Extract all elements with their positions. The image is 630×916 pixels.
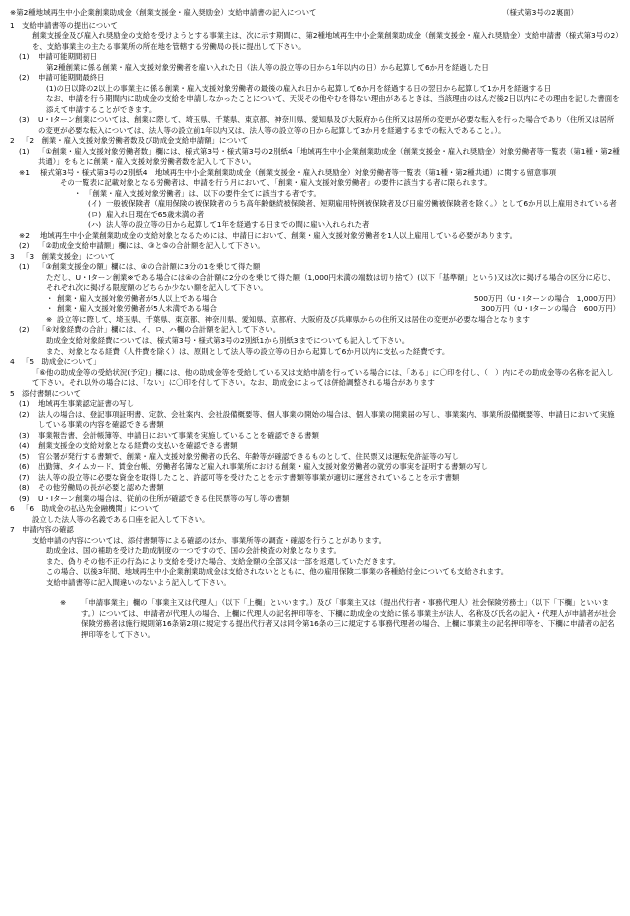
- note-text: 様式第3号・様式第3号の2別紙4 地域再生中小企業創業助成金（創業支援金・雇入れ奨励金）対象労働者等一覧表（第1種・第2種共通）に関する留意事項: [40, 167, 557, 177]
- item-marker: (1): [19, 52, 30, 62]
- paragraph: [46, 578, 620, 589]
- list-item: [19, 262, 620, 273]
- section-number: 1: [10, 20, 15, 30]
- item-text: 「①創業・雇入支援対象労働者数」欄には、様式第3号・様式第3号の2別紙4「地域再生中小企業創業助成金（創業支援金・雇入れ奨励金）対象労働者等一覧表（第1種・第2種共通）」をもとに創業・雇入支援対象労働者数を記入して下さい。: [38, 146, 620, 167]
- item-text: 申請可能期間最終日: [38, 73, 105, 83]
- item-text: 「③創業支援金の額」欄には、④の合計額に3分の1を乗じて得た額: [38, 262, 261, 272]
- section-heading: [10, 525, 620, 536]
- section-heading: [10, 504, 620, 515]
- amount-value: 300万円（U・Iターンの場合 600万円）: [480, 304, 620, 314]
- bullet-marker: ・: [74, 188, 82, 198]
- list-item: [19, 494, 620, 505]
- item-text: 創業支援金の支給対象となる経費の支払いを確認できる書類: [38, 441, 238, 451]
- sub-paragraph: [46, 273, 620, 294]
- list-item: [19, 115, 620, 136]
- item-text: 事業報告書、会計帳簿等、申請日において事業を実施していることを確認できる書類: [38, 430, 319, 440]
- section-heading: [10, 252, 620, 263]
- sub-paragraph-text: なお、申請を行う期間内に助成金の支給を申請しなかったことについて、天災その他やむを得ない理由があるときは、当該理由のはんだ後2日以内にその理由を記した書面を添えて申請することができます。: [46, 94, 620, 114]
- sub-paragraph: [46, 63, 620, 74]
- list-item: [19, 325, 620, 336]
- sub-paragraph-text: ただし、U・Iターン創業※である場合には④の合計額に2分のを乗じて得た額（1,000円未満の端数は切り捨て）(以下「基準額」という)又は次に掲げる場合の区分に応じ、それぞれ次に掲げる限度額のどちらか少ない額を記入して下さい。: [46, 272, 616, 293]
- sub-paragraph-text: その一覧表に記載対象となる労働者は、申請を行う月において、「創業・雇入支援対象労働者」の要件に該当する者に限られます。: [60, 178, 492, 188]
- list-item: [19, 441, 620, 452]
- list-item: [19, 431, 620, 442]
- item-text: 地域再生事業認定証書の写し: [38, 399, 135, 409]
- item-text: 「④対象経費の合計」欄には、イ、ロ、ハ欄の合計額を記入して下さい。: [38, 325, 281, 335]
- item-text: U・Iターン創業の場合は、従前の住所が確認できる住民票等の写し等の書類: [38, 493, 290, 503]
- section-number: 5: [10, 388, 15, 398]
- item-marker: (6): [19, 462, 30, 472]
- paragraph-text: 助成金は、国の補助を受けた助成制度の一つですので、国の会計検査の対象となります。: [46, 546, 341, 556]
- section-title: 申請内容の確認: [22, 525, 74, 535]
- paragraph-text: 創業支援金及び雇入れ奨励金の支給を受けようとする事業主は、次に示す期間に、第2種地域再生中小企業創業助成金（創業支援金・雇入れ奨励金）支給申請書（様式第3号の2）を、支給事業主の主たる事業所の所在地を管轄する労働局の長に提出して下さい。: [32, 31, 619, 51]
- paragraph-text: 「⑥他の助成金等の受給状況(予定)」欄には、他の助成金等を受給している又は支給申請を行っている場合には、「ある」に〇印を付し、（ ）内にその助成金等の名称を記入して下さい。それ以外の場合には、「ない」に〇印を付して下さい。なお、助成金によっては併給調整される場合があります: [32, 367, 614, 388]
- item-marker: (2): [19, 409, 30, 419]
- bullet-marker: ・: [46, 293, 54, 303]
- sub-paragraph-text: 第2種創業に係る創業・雇入支援対象労働者を雇い入れた日（法人等の設立等の日から1年以内の日）から起算して6か月を経過した日: [46, 62, 489, 72]
- item-marker: (4): [19, 441, 30, 451]
- item-marker: (1): [19, 146, 30, 156]
- bullet-item: [88, 210, 620, 221]
- note-marker: ※: [46, 314, 53, 324]
- item-marker: (8): [19, 483, 30, 493]
- item-marker: (2): [19, 241, 30, 251]
- bullet-text: 創業・雇入支援対象労働者が5人以上である場合: [57, 293, 217, 303]
- note-text: 設立等に際して、埼玉県、千葉県、東京都、神奈川県、愛知県、京都府、大阪府及び兵庫県からの住所又は居住の変更が必要な場合となります: [57, 314, 530, 324]
- section-number: 4: [10, 357, 15, 367]
- bullet-text: 「創業・雇入支援対象労働者」は、以下の要件全てに該当する者です。: [85, 188, 321, 198]
- sub-paragraph-text: (1)の日以降の2以上の事業主に係る創業・雇入支援対象労働者の最後の雇入れ日から起算して6か月を経過する日の翌日から起算して1か月を経過する日: [46, 83, 551, 93]
- list-item: [19, 473, 620, 484]
- list-item: [19, 241, 620, 252]
- paragraph-text: この場合、以後3年間、地域再生中小企業創業助成金は支給されないとともに、他の雇用保険二事業の各種給付金についても支給されます。: [46, 567, 509, 577]
- note-text: 地域再生中小企業創業助成金の支給対象となるためには、申請日において、創業・雇入支援対象労働者を1人以上雇用している必要があります。: [40, 230, 517, 240]
- paragraph: [46, 567, 620, 578]
- item-text: その他労働局の長が必要と認めた書類: [38, 483, 164, 493]
- bullet-marker: (イ): [88, 199, 102, 209]
- bullet-item: [88, 199, 620, 210]
- sub-paragraph-text: 助成金支給対象経費については、様式第3号・様式第3号の2別紙1から別紙3までについても記入して下さい。: [46, 335, 410, 345]
- list-item: [19, 73, 620, 84]
- section-title: 「5 助成金について」: [22, 357, 101, 367]
- section-heading: [10, 136, 620, 147]
- section-heading: [10, 389, 620, 400]
- list-item: [19, 52, 620, 63]
- form-reference: （様式第3号の2裏面）: [502, 8, 578, 17]
- item-marker: (3): [19, 115, 30, 125]
- paragraph: [32, 515, 620, 526]
- paragraph: [46, 546, 620, 557]
- note-marker: ※: [60, 598, 67, 608]
- item-text: 申請可能期間初日: [38, 52, 98, 62]
- section-heading: [10, 357, 620, 368]
- item-marker: (3): [19, 430, 30, 440]
- bullet-text: 一般被保険者（雇用保険の被保険者のうち高年齢継続被保険者、短期雇用特例被保険者及び日雇労働被保険者を除く。）として6か月以上雇用されている者: [106, 199, 617, 209]
- note-marker: ※2: [19, 230, 30, 240]
- list-item: [19, 452, 620, 463]
- item-marker: (1): [19, 399, 30, 409]
- list-item: [19, 399, 620, 410]
- paragraph: [32, 368, 620, 389]
- list-item: [19, 483, 620, 494]
- bullet-marker: (ハ): [88, 220, 102, 230]
- sub-paragraph: [46, 336, 620, 347]
- note-item: [19, 168, 620, 179]
- bullet-item: [46, 304, 620, 315]
- section-number: 7: [10, 525, 15, 535]
- item-marker: (2): [19, 73, 30, 83]
- note-marker: ※1: [19, 167, 30, 177]
- note-item: [19, 231, 620, 242]
- amount-value: 500万円（U・Iターンの場合 1,000万円）: [473, 293, 620, 303]
- section-number: 6: [10, 504, 15, 514]
- bullet-marker: (ロ): [88, 209, 102, 219]
- section-number: 2: [10, 136, 15, 146]
- bullet-item: [88, 220, 620, 231]
- item-text: U・Iターン創業については、創業に際して、埼玉県、千葉県、東京都、神奈川県、愛知県及び大阪府から住所又は居所の変更が必要な転入を行った場合であり（住所又は居所の変更が必要な転入については、法人等の設立前1年以内又は、法人等の設立等の日から起算して3か月を経過するまでの転入であること。）。: [38, 115, 615, 135]
- paragraph: [32, 31, 620, 52]
- paragraph: [46, 557, 620, 568]
- section-title: 「2 創業・雇入支援対象労働者数及び助成金支給申請額」について: [22, 136, 249, 146]
- item-marker: (1): [19, 262, 30, 272]
- bullet-marker: ・: [46, 304, 54, 314]
- sub-paragraph: [46, 347, 620, 358]
- section-title: 支給申請書等の提出について: [22, 20, 118, 30]
- bullet-item: [74, 189, 620, 200]
- note-text: 「申請事業主」欄の「事業主又は代理人」（以下「上欄」といいます。）及び「事業主又は（提出代行者・事務代理人）社会保険労務士」（以下「下欄」といいます。）については、申請者が代理人の場合、上欄に代理人の記名押印等を、下欄に助成金の支給に係る事業主が法人、名称及び氏名の記入・代理人が申請者が社会保険労務者は施行規則第16条第2項に規定する提出代行者又は同令第16条の三に規定する事務代理者の場合、上欄に事業主の記名押印等を、下欄に申請者の記名押印等をして下さい。: [81, 598, 617, 639]
- bullet-text: 創業・雇入支援対象労働者が5人未満である場合: [57, 304, 217, 314]
- item-marker: (2): [19, 325, 30, 335]
- item-marker: (5): [19, 451, 30, 461]
- section-heading: [10, 21, 620, 32]
- section-number: 3: [10, 251, 15, 261]
- paragraph-text: 設立した法人等の名義である口座を記入して下さい。: [32, 514, 210, 524]
- page-title: ※第2種地域再生中小企業創業助成金（創業支援金・雇入奨励金）支給申請書の記入について: [10, 8, 317, 17]
- item-marker: (9): [19, 493, 30, 503]
- sub-paragraph: [60, 178, 620, 189]
- sub-paragraph-text: また、対象となる経費（人件費を除く）は、原則として法人等の設立等の日から起算して6か月以内に支払った経費です。: [46, 346, 450, 356]
- note-item: [60, 598, 620, 640]
- item-marker: (7): [19, 472, 30, 482]
- list-item: [19, 410, 620, 431]
- paragraph-text: 支給申請の内容については、添付書類等による確認のほか、事業所等の調査・確認を行うことがあります。: [32, 535, 387, 545]
- list-item: [19, 147, 620, 168]
- item-text: 官公署が発行する書類で、創業・雇入支援対象労働者の氏名、年齢等が確認できるものとして、住民票又は運転免許証等の写し: [38, 451, 459, 461]
- item-text: 出勤簿、タイムカード、賃金台帳、労働者名簿など雇入れ事業所における創業・雇入支援対象労働者の就労の事実を証明する書類の写し: [38, 462, 489, 472]
- section-title: 添付書類について: [22, 388, 81, 398]
- sub-paragraph: [46, 94, 620, 115]
- paragraph-text: 支給申請書等に記入間違いのないよう記入して下さい。: [46, 577, 231, 587]
- list-item: [19, 462, 620, 473]
- note-item: [46, 315, 620, 326]
- sub-paragraph: [46, 84, 620, 95]
- bullet-text: 法人等の設立等の日から起算して1年を経過する日までの間に雇い入れられた者: [106, 220, 370, 230]
- section-title: 「6 助成金の払込先金融機関」について: [22, 504, 160, 514]
- item-text: 法人の場合は、登記事項証明書、定款、会社案内、会社設備概要等、個人事業の開始の場合は、個人事業の開業届の写し、事業案内、事業所設備概要等、申請日において実施している事業の内容を確認できる書類: [38, 409, 615, 430]
- section-title: 「3 創業支援金」について: [22, 251, 116, 261]
- bullet-item: [46, 294, 620, 305]
- page-title-row: [10, 8, 620, 19]
- item-text: 法人等の設立等に必要な資金を取得したこと、許認可等を受けたことを示す書類等事業が適切に運営されていることを示す書類: [38, 472, 460, 482]
- paragraph-text: また、偽りその他不正の行為により支給を受けた場合、支給金額の全部又は一部を返還していただきます。: [46, 556, 401, 566]
- paragraph: [32, 536, 620, 547]
- bullet-text: 雇入れ日現在で65歳未満の者: [106, 209, 205, 219]
- item-text: 「②助成金支給申請額」欄には、③と⑤の合計額を記入して下さい。: [38, 241, 265, 251]
